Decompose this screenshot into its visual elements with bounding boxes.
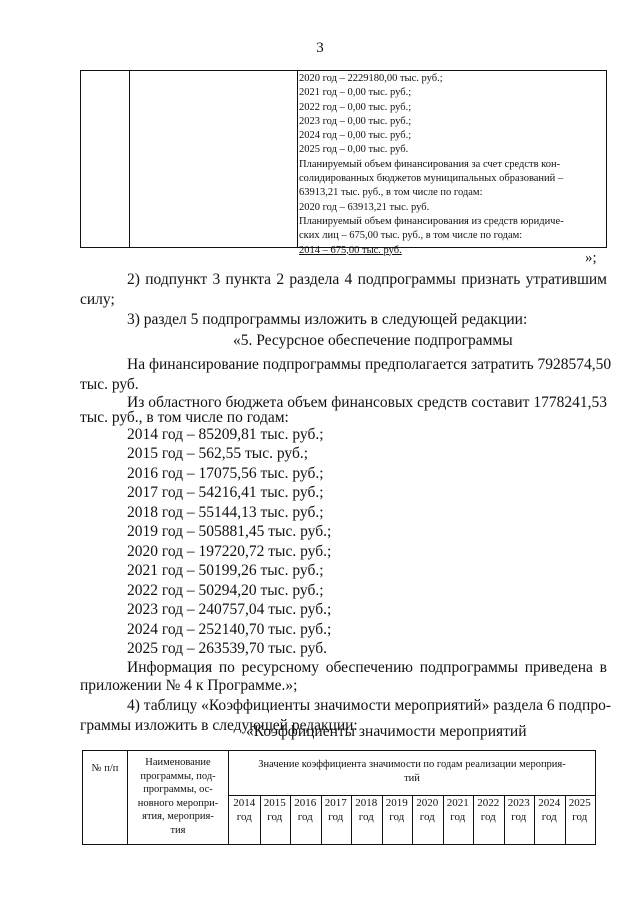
financing-line: 2021 год – 0,00 тыс. руб.;	[299, 87, 412, 99]
year-label: год	[328, 811, 344, 823]
header-name-line: программы, ос-	[143, 784, 213, 795]
header-name	[128, 756, 228, 837]
financing-line: Планируемый объем финансирования за счет средств кон-	[299, 158, 561, 170]
financing-line: солидированных бюджетов муниципальных образований –	[299, 173, 564, 185]
significance-coefficients-table	[82, 750, 596, 845]
year-value: 2022	[477, 797, 500, 809]
financing-table-fragment	[80, 70, 607, 256]
year-label: год	[297, 811, 313, 823]
table-column-divider	[129, 71, 130, 247]
year-amount: 2024 год – 252140,70 тыс. руб.;	[127, 620, 332, 638]
financing-line: 63913,21 тыс. руб., в том числе по годам:	[299, 187, 483, 199]
year-amount: 2019 год – 505881,45 тыс. руб.;	[127, 523, 332, 541]
header-coefficient-value	[229, 758, 595, 786]
year-label: год	[358, 811, 374, 823]
page-number: 3	[316, 40, 324, 56]
year-value: 2024	[538, 797, 561, 809]
financing-line: ских лиц – 675,00 тыс. руб., в том числе по годам:	[299, 230, 523, 242]
year-label: год	[267, 811, 283, 823]
item-2-line: силу;	[80, 291, 115, 308]
financing-line: 2022 год – 0,00 тыс. руб.;	[299, 101, 412, 113]
year-column-header	[351, 796, 382, 824]
year-value: 2023	[507, 797, 530, 809]
year-value: 2017	[324, 797, 347, 809]
item-3-text: 3) раздел 5 подпрограммы изложить в следующей редакции:	[127, 311, 528, 328]
item-4-line: граммы изложить в следующей редакции:	[80, 717, 358, 734]
financing-line: 2014 – 675,00 тыс. руб.	[299, 244, 402, 256]
year-value: 2015	[263, 797, 286, 809]
yearly-amount-list	[127, 425, 331, 658]
year-amount: 2017 год – 54216,41 тыс. руб.;	[127, 484, 324, 502]
year-column-header	[290, 796, 321, 824]
header-name-line: новного меропри-	[137, 797, 219, 809]
year-column-header	[534, 796, 565, 824]
year-column-header	[260, 796, 291, 824]
year-column-header	[382, 796, 413, 824]
header-name-line: программы, под-	[140, 770, 216, 782]
paragraph-line: тыс. руб.	[80, 376, 139, 393]
financing-line: 2023 год – 0,00 тыс. руб.;	[299, 115, 412, 127]
year-label: год	[511, 811, 527, 823]
year-amount: 2022 год – 50294,20 тыс. руб.;	[127, 581, 324, 599]
year-amount: 2021 год – 50199,26 тыс. руб.;	[127, 562, 324, 580]
year-amount: 2015 год – 562,55 тыс. руб.;	[127, 445, 309, 463]
year-value: 2018	[355, 797, 378, 809]
year-column-header	[229, 796, 260, 824]
paragraph-line: Из областного бюджета объем финансовых средств составит 1778241,53	[127, 394, 607, 411]
financing-line: 2020 год – 63913,21 тыс. руб.	[299, 201, 430, 213]
year-column-header	[473, 796, 504, 824]
header-name-line: Наименование	[145, 757, 211, 768]
info-line: Информация по ресурсному обеспечению подпрограммы приведена в	[127, 659, 607, 676]
header-name-line: ятия, мероприя-	[142, 811, 214, 822]
year-label: год	[541, 811, 557, 823]
header-value-line: Значение коэффициента значимости по годам реализации мероприя-	[258, 759, 566, 770]
year-column-header	[321, 796, 352, 824]
year-label: год	[572, 811, 588, 823]
financing-line: 2025 год – 0,00 тыс. руб.	[299, 144, 409, 156]
financing-line: 2024 год – 0,00 тыс. руб.;	[299, 130, 412, 142]
year-value: 2014	[233, 797, 256, 809]
year-value: 2025	[568, 797, 591, 809]
year-value: 2019	[385, 797, 408, 809]
header-value-line: тий	[404, 773, 420, 784]
year-label: год	[450, 811, 466, 823]
table-column-divider	[297, 71, 298, 247]
header-number: № п/п	[91, 763, 119, 774]
year-value: 2016	[294, 797, 317, 809]
year-amount: 2014 год – 85209,81 тыс. руб.;	[127, 426, 324, 443]
year-amount: 2020 год – 197220,72 тыс. руб.;	[127, 542, 332, 560]
paragraph-line: На финансирование подпрограммы предполагается затратить 7928574,50	[127, 356, 612, 373]
year-amount: 2025 год – 263539,70 тыс. руб.	[127, 639, 327, 657]
header-name-line: тия	[170, 824, 186, 836]
year-column-header	[565, 796, 596, 824]
paragraph-line: тыс. руб., в том числе по годам:	[80, 409, 289, 426]
item-2-line: 2) подпункт 3 пункта 2 раздела 4 подпрограммы признать утратившим	[127, 271, 607, 288]
financing-line: 2020 год – 2229180,00 тыс. руб.;	[299, 73, 443, 84]
year-column-header	[412, 796, 443, 824]
year-label: год	[480, 811, 496, 823]
year-amount: 2016 год – 17075,56 тыс. руб.;	[127, 464, 324, 482]
item-4-line: 4) таблицу «Коэффициенты значимости мероприятий» раздела 6 подпро-	[127, 697, 611, 714]
financing-line: Планируемый объем финансирования из средств юридиче-	[299, 215, 564, 227]
table-title: «Коэффициенты значимости мероприятий	[246, 723, 527, 740]
year-label: год	[419, 811, 435, 823]
financing-cell	[299, 72, 603, 258]
section-title: «5. Ресурсное обеспечение подпрограммы	[233, 332, 513, 349]
year-value: 2020	[416, 797, 439, 809]
year-amount: 2018 год – 55144,13 тыс. руб.;	[127, 503, 324, 521]
year-label: год	[389, 811, 405, 823]
closing-quote: »;	[585, 250, 597, 266]
year-column-header	[504, 796, 535, 824]
year-label: год	[236, 811, 252, 823]
year-value: 2021	[446, 797, 469, 809]
year-column-header	[443, 796, 474, 824]
info-line: приложении № 4 к Программе.»;	[80, 677, 298, 694]
year-amount: 2023 год – 240757,04 тыс. руб.;	[127, 601, 332, 619]
